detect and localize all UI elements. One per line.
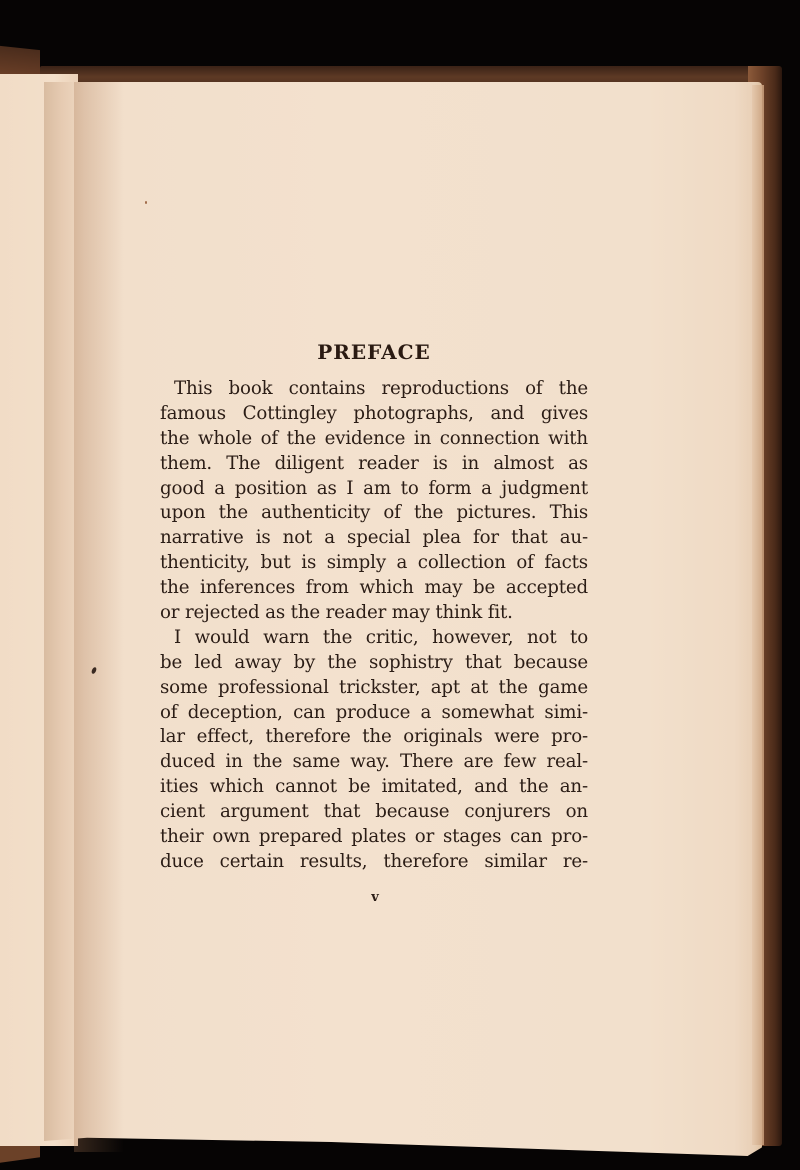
text-line: narrative is not a special plea for that au- — [160, 527, 588, 549]
text-line: ities which cannot be imitated, and the an- — [160, 776, 588, 798]
page-fore-edge — [752, 85, 764, 1145]
text-line: duced in the same way. There are few real- — [160, 751, 588, 773]
paragraph-1 — [160, 377, 588, 626]
text-line: some professional trickster, apt at the game — [160, 676, 588, 698]
text-line: them. The diligent reader is in almost as — [160, 452, 588, 474]
text-line: be led away by the sophistry that because — [160, 651, 588, 673]
page-heading: PREFACE — [317, 340, 431, 364]
text-line: thenticity, but is simply a collection of facts — [160, 552, 588, 574]
preface-text-block — [160, 337, 588, 875]
text-line: lar effect, therefore the originals were pro- — [160, 726, 588, 748]
text-line: duce certain results, therefore similar re- — [160, 850, 588, 872]
page-number: v — [371, 890, 379, 905]
text-line: cient argument that because conjurers on — [160, 801, 588, 823]
paragraph-2 — [160, 626, 588, 875]
text-line: I would warn the critic, however, not to — [174, 626, 588, 648]
text-line: the whole of the evidence in connection with — [160, 427, 588, 449]
text-line: famous Cottingley photographs, and gives — [160, 402, 588, 424]
text-line: of deception, can produce a somewhat simi- — [160, 701, 588, 723]
paper-speck — [145, 201, 147, 204]
text-line: This book contains reproductions of the — [174, 378, 588, 399]
text-line: the inferences from which may be accepted — [160, 577, 588, 599]
text-line: good a position as I am to form a judgment — [160, 477, 588, 499]
text-line: upon the authenticity of the pictures. This — [160, 502, 588, 524]
text-line: their own prepared plates or stages can pro- — [160, 826, 588, 848]
text-line: or rejected as the reader may think fit. — [160, 602, 513, 624]
